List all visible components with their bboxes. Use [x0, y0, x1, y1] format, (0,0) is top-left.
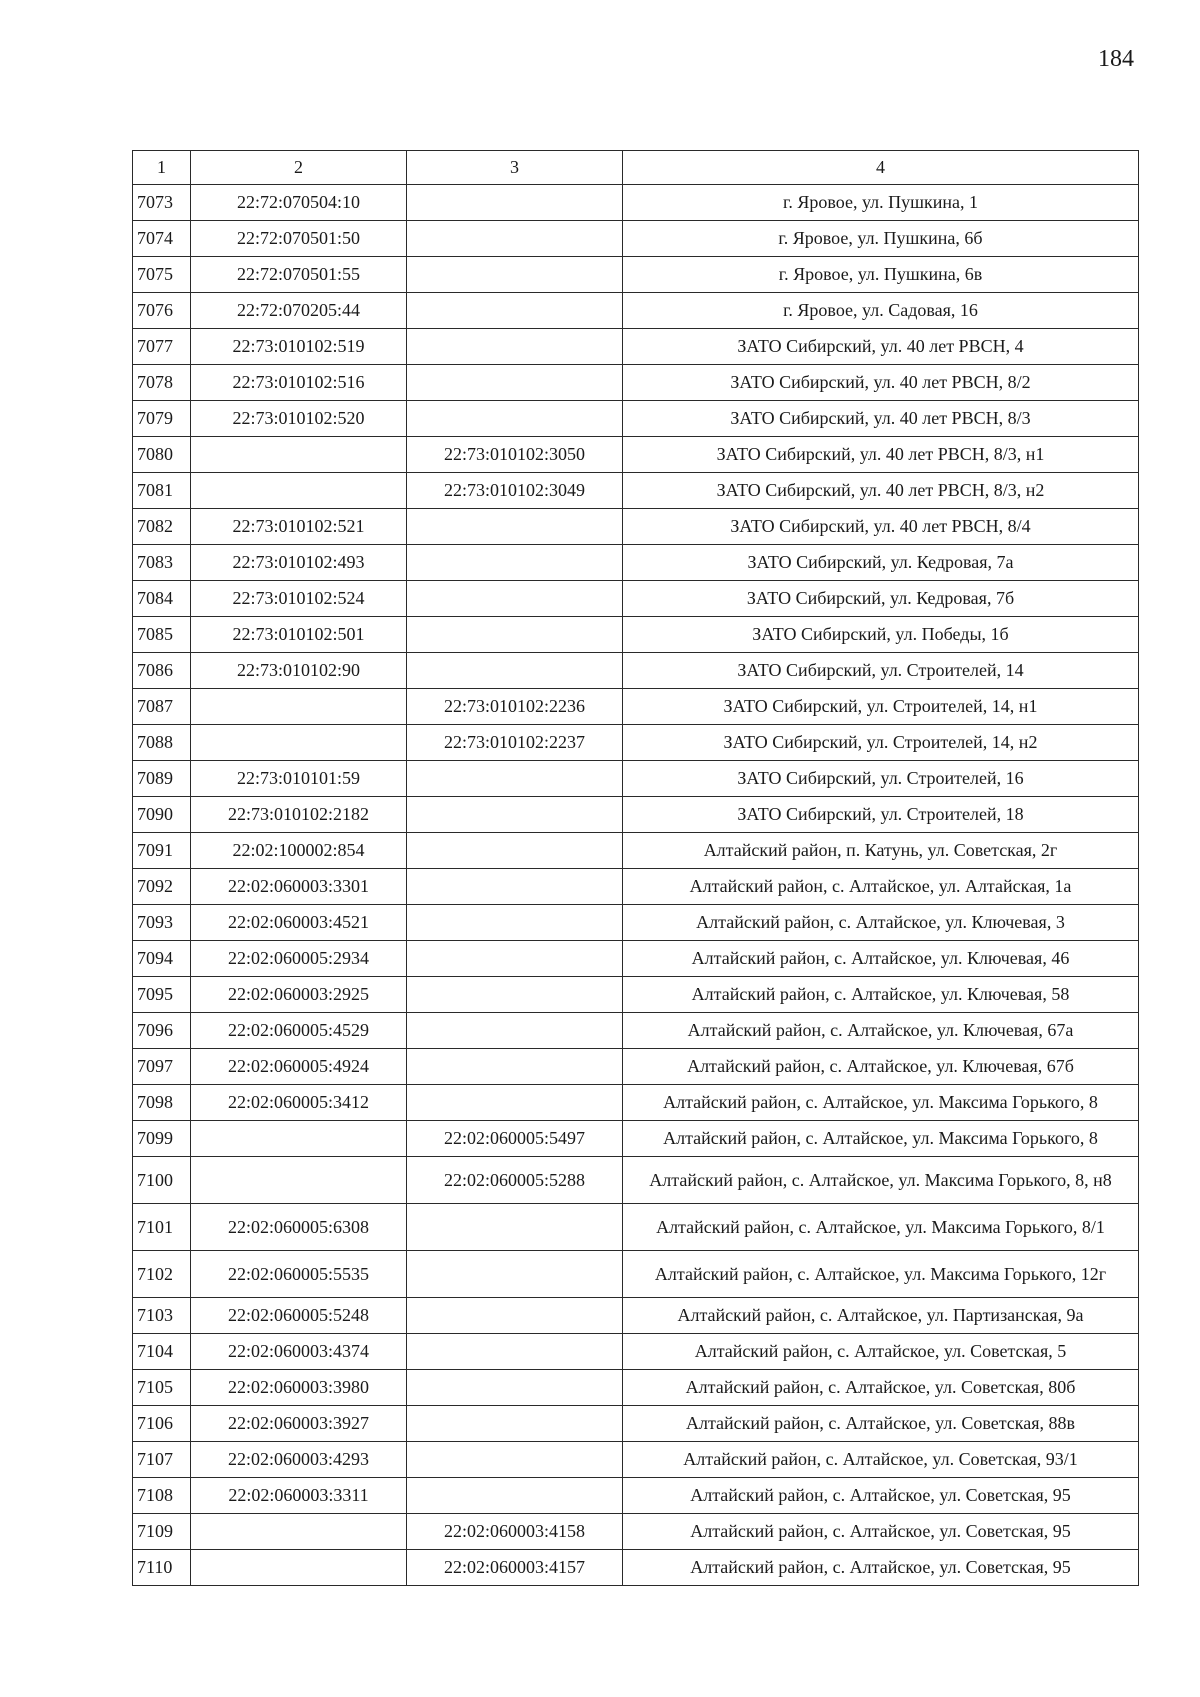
premises-cadastral-number-cell: [407, 833, 623, 869]
row-number-cell: 7074: [133, 221, 191, 257]
address-cell: Алтайский район, с. Алтайское, ул. Максима Горького, 8: [623, 1121, 1139, 1157]
premises-cadastral-number-cell: [407, 185, 623, 221]
column-header-3: 3: [407, 151, 623, 185]
premises-cadastral-number-cell: 22:02:060003:4158: [407, 1514, 623, 1550]
row-number-cell: 7082: [133, 509, 191, 545]
table-row: [133, 1298, 1139, 1334]
address-cell: г. Яровое, ул. Пушкина, 6б: [623, 221, 1139, 257]
row-number-cell: 7081: [133, 473, 191, 509]
table-row: [133, 185, 1139, 221]
row-number-cell: 7077: [133, 329, 191, 365]
address-cell: ЗАТО Сибирский, ул. Строителей, 14, н1: [623, 689, 1139, 725]
cadastral-number-cell: 22:73:010102:493: [191, 545, 407, 581]
table-row: [133, 1251, 1139, 1298]
row-number-cell: 7090: [133, 797, 191, 833]
address-cell: ЗАТО Сибирский, ул. Кедровая, 7а: [623, 545, 1139, 581]
premises-cadastral-number-cell: [407, 977, 623, 1013]
table-row: [133, 761, 1139, 797]
premises-cadastral-number-cell: [407, 1298, 623, 1334]
premises-cadastral-number-cell: 22:73:010102:3049: [407, 473, 623, 509]
premises-cadastral-number-cell: [407, 1013, 623, 1049]
cadastral-number-cell: 22:72:070504:10: [191, 185, 407, 221]
table-row: [133, 1550, 1139, 1586]
address-cell: ЗАТО Сибирский, ул. 40 лет РВСН, 8/2: [623, 365, 1139, 401]
row-number-cell: 7110: [133, 1550, 191, 1586]
table-row: [133, 905, 1139, 941]
table-row: [133, 689, 1139, 725]
premises-cadastral-number-cell: [407, 869, 623, 905]
row-number-cell: 7079: [133, 401, 191, 437]
premises-cadastral-number-cell: [407, 617, 623, 653]
address-cell: Алтайский район, с. Алтайское, ул. Максима Горького, 8: [623, 1085, 1139, 1121]
address-cell: ЗАТО Сибирский, ул. Строителей, 16: [623, 761, 1139, 797]
row-number-cell: 7083: [133, 545, 191, 581]
row-number-cell: 7106: [133, 1406, 191, 1442]
premises-cadastral-number-cell: [407, 1251, 623, 1298]
row-number-cell: 7086: [133, 653, 191, 689]
premises-cadastral-number-cell: [407, 293, 623, 329]
cadastral-number-cell: [191, 689, 407, 725]
row-number-cell: 7094: [133, 941, 191, 977]
cadastral-number-cell: 22:02:060005:2934: [191, 941, 407, 977]
premises-cadastral-number-cell: [407, 365, 623, 401]
cadastral-number-cell: 22:73:010102:90: [191, 653, 407, 689]
table-row: [133, 1085, 1139, 1121]
premises-cadastral-number-cell: [407, 1442, 623, 1478]
row-number-cell: 7098: [133, 1085, 191, 1121]
address-cell: Алтайский район, с. Алтайское, ул. Партизанская, 9а: [623, 1298, 1139, 1334]
cadastral-number-cell: [191, 1514, 407, 1550]
row-number-cell: 7091: [133, 833, 191, 869]
premises-cadastral-number-cell: [407, 797, 623, 833]
table-row: [133, 1478, 1139, 1514]
address-cell: ЗАТО Сибирский, ул. Победы, 1б: [623, 617, 1139, 653]
cadastral-number-cell: 22:02:060003:3927: [191, 1406, 407, 1442]
table-row: [133, 473, 1139, 509]
address-cell: ЗАТО Сибирский, ул. 40 лет РВСН, 8/4: [623, 509, 1139, 545]
address-cell: г. Яровое, ул. Садовая, 16: [623, 293, 1139, 329]
cadastral-number-cell: [191, 725, 407, 761]
table-row: [133, 365, 1139, 401]
row-number-cell: 7084: [133, 581, 191, 617]
premises-cadastral-number-cell: [407, 257, 623, 293]
premises-cadastral-number-cell: [407, 1334, 623, 1370]
cadastral-number-cell: 22:02:060003:4521: [191, 905, 407, 941]
table-row: [133, 617, 1139, 653]
premises-cadastral-number-cell: [407, 221, 623, 257]
row-number-cell: 7093: [133, 905, 191, 941]
cadastral-number-cell: 22:02:060003:4293: [191, 1442, 407, 1478]
address-cell: ЗАТО Сибирский, ул. Строителей, 18: [623, 797, 1139, 833]
table-row: [133, 1334, 1139, 1370]
cadastral-number-cell: [191, 1121, 407, 1157]
address-cell: ЗАТО Сибирский, ул. Строителей, 14, н2: [623, 725, 1139, 761]
table-row: [133, 509, 1139, 545]
cadastral-number-cell: 22:73:010102:524: [191, 581, 407, 617]
cadastral-number-cell: 22:73:010102:521: [191, 509, 407, 545]
row-number-cell: 7073: [133, 185, 191, 221]
table-row: [133, 653, 1139, 689]
cadastral-number-cell: 22:72:070205:44: [191, 293, 407, 329]
premises-cadastral-number-cell: 22:02:060003:4157: [407, 1550, 623, 1586]
premises-cadastral-number-cell: [407, 941, 623, 977]
row-number-cell: 7095: [133, 977, 191, 1013]
cadastral-number-cell: 22:02:060005:4924: [191, 1049, 407, 1085]
premises-cadastral-number-cell: [407, 1085, 623, 1121]
address-cell: Алтайский район, с. Алтайское, ул. Ключевая, 46: [623, 941, 1139, 977]
table-row: [133, 293, 1139, 329]
row-number-cell: 7096: [133, 1013, 191, 1049]
address-cell: Алтайский район, п. Катунь, ул. Советская, 2г: [623, 833, 1139, 869]
table-row: [133, 797, 1139, 833]
premises-cadastral-number-cell: [407, 545, 623, 581]
row-number-cell: 7078: [133, 365, 191, 401]
premises-cadastral-number-cell: [407, 905, 623, 941]
row-number-cell: 7080: [133, 437, 191, 473]
table-row: [133, 545, 1139, 581]
column-header-4: 4: [623, 151, 1139, 185]
address-cell: Алтайский район, с. Алтайское, ул. Ключевая, 58: [623, 977, 1139, 1013]
premises-cadastral-number-cell: [407, 509, 623, 545]
column-header-2: 2: [191, 151, 407, 185]
cadastral-number-cell: 22:02:060005:5535: [191, 1251, 407, 1298]
cadastral-number-cell: 22:73:010102:520: [191, 401, 407, 437]
cadastral-number-cell: [191, 1157, 407, 1204]
address-cell: Алтайский район, с. Алтайское, ул. Советская, 95: [623, 1514, 1139, 1550]
table-row: [133, 1442, 1139, 1478]
cadastral-number-cell: 22:02:060005:5248: [191, 1298, 407, 1334]
premises-cadastral-number-cell: 22:73:010102:2236: [407, 689, 623, 725]
cadastral-number-cell: 22:72:070501:55: [191, 257, 407, 293]
row-number-cell: 7099: [133, 1121, 191, 1157]
row-number-cell: 7089: [133, 761, 191, 797]
property-table: [132, 150, 1139, 1586]
premises-cadastral-number-cell: [407, 1478, 623, 1514]
address-cell: ЗАТО Сибирский, ул. 40 лет РВСН, 8/3, н2: [623, 473, 1139, 509]
table-row: [133, 725, 1139, 761]
cadastral-number-cell: 22:73:010101:59: [191, 761, 407, 797]
address-cell: Алтайский район, с. Алтайское, ул. Максима Горького, 8/1: [623, 1204, 1139, 1251]
table-row: [133, 437, 1139, 473]
cadastral-number-cell: 22:72:070501:50: [191, 221, 407, 257]
table-row: [133, 1370, 1139, 1406]
address-cell: Алтайский район, с. Алтайское, ул. Ключевая, 67б: [623, 1049, 1139, 1085]
premises-cadastral-number-cell: 22:02:060005:5288: [407, 1157, 623, 1204]
address-cell: ЗАТО Сибирский, ул. 40 лет РВСН, 8/3: [623, 401, 1139, 437]
row-number-cell: 7087: [133, 689, 191, 725]
table-header-row: [133, 151, 1139, 185]
premises-cadastral-number-cell: [407, 653, 623, 689]
address-cell: Алтайский район, с. Алтайское, ул. Советская, 5: [623, 1334, 1139, 1370]
address-cell: Алтайский район, с. Алтайское, ул. Советская, 95: [623, 1550, 1139, 1586]
table-row: [133, 941, 1139, 977]
row-number-cell: 7100: [133, 1157, 191, 1204]
table-row: [133, 1121, 1139, 1157]
premises-cadastral-number-cell: [407, 1204, 623, 1251]
cadastral-number-cell: 22:02:060005:3412: [191, 1085, 407, 1121]
cadastral-number-cell: 22:02:060005:6308: [191, 1204, 407, 1251]
address-cell: Алтайский район, с. Алтайское, ул. Алтайская, 1а: [623, 869, 1139, 905]
row-number-cell: 7075: [133, 257, 191, 293]
table-body: [133, 151, 1139, 1586]
premises-cadastral-number-cell: [407, 761, 623, 797]
address-cell: Алтайский район, с. Алтайское, ул. Советская, 95: [623, 1478, 1139, 1514]
cadastral-number-cell: 22:02:100002:854: [191, 833, 407, 869]
premises-cadastral-number-cell: [407, 401, 623, 437]
premises-cadastral-number-cell: 22:73:010102:3050: [407, 437, 623, 473]
table-row: [133, 1204, 1139, 1251]
cadastral-number-cell: [191, 1550, 407, 1586]
cadastral-number-cell: 22:02:060003:3301: [191, 869, 407, 905]
address-cell: ЗАТО Сибирский, ул. Строителей, 14: [623, 653, 1139, 689]
row-number-cell: 7102: [133, 1251, 191, 1298]
row-number-cell: 7092: [133, 869, 191, 905]
premises-cadastral-number-cell: [407, 329, 623, 365]
address-cell: Алтайский район, с. Алтайское, ул. Максима Горького, 12г: [623, 1251, 1139, 1298]
row-number-cell: 7097: [133, 1049, 191, 1085]
premises-cadastral-number-cell: 22:02:060005:5497: [407, 1121, 623, 1157]
cadastral-number-cell: 22:02:060003:4374: [191, 1334, 407, 1370]
address-cell: Алтайский район, с. Алтайское, ул. Ключевая, 67а: [623, 1013, 1139, 1049]
address-cell: г. Яровое, ул. Пушкина, 6в: [623, 257, 1139, 293]
address-cell: Алтайский район, с. Алтайское, ул. Ключевая, 3: [623, 905, 1139, 941]
row-number-cell: 7101: [133, 1204, 191, 1251]
row-number-cell: 7076: [133, 293, 191, 329]
page-number: 184: [1098, 46, 1134, 72]
row-number-cell: 7104: [133, 1334, 191, 1370]
address-cell: ЗАТО Сибирский, ул. 40 лет РВСН, 8/3, н1: [623, 437, 1139, 473]
cadastral-number-cell: 22:73:010102:501: [191, 617, 407, 653]
cadastral-number-cell: [191, 473, 407, 509]
table-row: [133, 1514, 1139, 1550]
table-row: [133, 869, 1139, 905]
address-cell: Алтайский район, с. Алтайское, ул. Советская, 88в: [623, 1406, 1139, 1442]
table-row: [133, 221, 1139, 257]
cadastral-number-cell: 22:73:010102:2182: [191, 797, 407, 833]
row-number-cell: 7088: [133, 725, 191, 761]
address-cell: Алтайский район, с. Алтайское, ул. Советская, 80б: [623, 1370, 1139, 1406]
cadastral-number-cell: 22:02:060005:4529: [191, 1013, 407, 1049]
row-number-cell: 7103: [133, 1298, 191, 1334]
row-number-cell: 7085: [133, 617, 191, 653]
address-cell: Алтайский район, с. Алтайское, ул. Максима Горького, 8, н8: [623, 1157, 1139, 1204]
row-number-cell: 7109: [133, 1514, 191, 1550]
cadastral-number-cell: 22:02:060003:3311: [191, 1478, 407, 1514]
table-row: [133, 1406, 1139, 1442]
table-row: [133, 581, 1139, 617]
column-header-1: 1: [133, 151, 191, 185]
premises-cadastral-number-cell: [407, 1049, 623, 1085]
row-number-cell: 7107: [133, 1442, 191, 1478]
premises-cadastral-number-cell: [407, 581, 623, 617]
cadastral-number-cell: 22:73:010102:519: [191, 329, 407, 365]
row-number-cell: 7105: [133, 1370, 191, 1406]
table-row: [133, 1157, 1139, 1204]
cadastral-number-cell: 22:02:060003:3980: [191, 1370, 407, 1406]
table-row: [133, 257, 1139, 293]
table-row: [133, 1013, 1139, 1049]
premises-cadastral-number-cell: [407, 1370, 623, 1406]
premises-cadastral-number-cell: 22:73:010102:2237: [407, 725, 623, 761]
table-row: [133, 1049, 1139, 1085]
cadastral-number-cell: 22:02:060003:2925: [191, 977, 407, 1013]
table-row: [133, 833, 1139, 869]
address-cell: Алтайский район, с. Алтайское, ул. Советская, 93/1: [623, 1442, 1139, 1478]
table-row: [133, 329, 1139, 365]
premises-cadastral-number-cell: [407, 1406, 623, 1442]
cadastral-number-cell: [191, 437, 407, 473]
address-cell: г. Яровое, ул. Пушкина, 1: [623, 185, 1139, 221]
table-row: [133, 401, 1139, 437]
address-cell: ЗАТО Сибирский, ул. Кедровая, 7б: [623, 581, 1139, 617]
row-number-cell: 7108: [133, 1478, 191, 1514]
cadastral-number-cell: 22:73:010102:516: [191, 365, 407, 401]
address-cell: ЗАТО Сибирский, ул. 40 лет РВСН, 4: [623, 329, 1139, 365]
table-row: [133, 977, 1139, 1013]
